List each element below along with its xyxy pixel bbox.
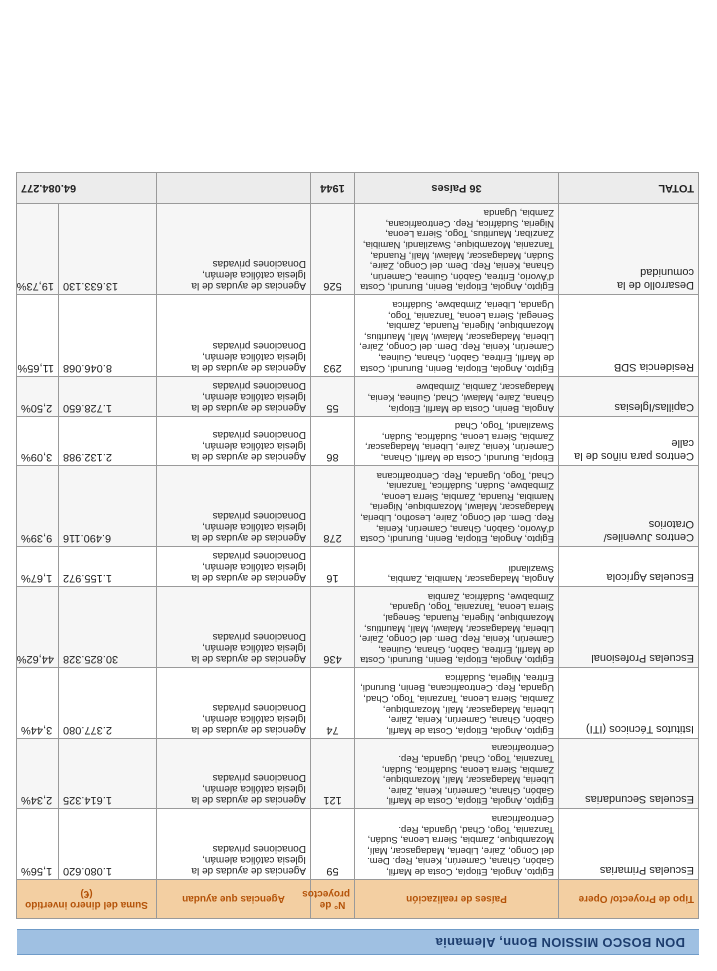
row-agencias: Agencias de ayudas de la Iglesia católica alemán, Donaciones privadas	[157, 809, 311, 880]
table-row	[17, 203, 699, 295]
row-num: 526	[311, 203, 355, 295]
row-num: 121	[311, 738, 355, 809]
row-agencias: Agencias de ayudas de la Iglesia católica alemán, Donaciones privadas	[157, 587, 311, 668]
row-agencias: Agencias de ayudas de la Iglesia católica alemán, Donaciones privadas	[157, 416, 311, 465]
row-num: 74	[311, 668, 355, 739]
header-tipo: Tipo de Proyecto/ Opere	[559, 880, 699, 919]
row-paises: Egipto, Angola, Etiopía, Benin, Burundi, Costa de Marfil, Eritrea, Gabón, Ghana, Guinea, Camerún, Kenia, Rep. Dem. del Congo, Zaire, Liberia, Madagascar, Malawi, Malí, Mauritius, Mozambique, Nigeria, Ruanda, Senegal, Sierra Leona, Tanzania, Togo, Uganda, Zimbabwe, Sudáfrica, Zambia	[355, 587, 559, 668]
row-tipo: Centros Juveniles/ Oratorios	[559, 466, 699, 547]
row-paises: Angola, Benin, Costa de Marfil, Etiopía, Ghana, Zaire, Malawi, Chad, Guinea, Kenia, Madagascar, Zambia, Zimbabwe	[355, 376, 559, 416]
row-suma: 1.080.620	[59, 809, 157, 880]
document-page	[17, 17, 699, 955]
row-paises: Egipto, Angola, Etiopía, Benin, Burundi, Costa d'Avorio, Gabón, Ghana, Camerún, Kenia, Rep. Dem. del Congo, Zaire, Lesotho, Liberia, Madagascar, Malawi, Mozambique, Nigeria, Namibia, Ruanda, Zambia, Sierra Leona, Zimbabwe, Sudán, Sudáfrica, Tanzania, Chad, Togo, Uganda, Rep. Centroafricana	[355, 466, 559, 547]
table-row	[17, 376, 699, 416]
table-row	[17, 587, 699, 668]
row-tipo: Escuelas Secundarias	[559, 738, 699, 809]
row-num: 436	[311, 587, 355, 668]
row-suma: 2.377.080	[59, 668, 157, 739]
row-paises: Etiopía, Burundi, Costa de Marfil, Ghana, Camerún, Kenia, Zaire, Liberia, Madagascar, Zambia, Sierra Leona, Sudáfrica, Sudán, Swazilandi, Togo, Chad	[355, 416, 559, 465]
row-suma: 1.728.650	[59, 376, 157, 416]
row-num: 278	[311, 466, 355, 547]
row-agencias: Agencias de ayudas de la Iglesia católica alemán, Donaciones privadas	[157, 295, 311, 376]
total-suma: 64.084.277	[17, 172, 157, 203]
row-suma: 2.132.988	[59, 416, 157, 465]
row-suma: 1.614.325	[59, 738, 157, 809]
row-tipo: Istitutos Técnicos (ITI)	[559, 668, 699, 739]
table-row	[17, 668, 699, 739]
header-paises: Países de realización	[355, 880, 559, 919]
title-banner	[17, 929, 699, 955]
row-paises: Egipto, Angola, Etiopía, Benin, Burundi, Costa d'Avorio, Eritrea, Gabón, Guinea, Camerún, Ghana, Kenia, Rep. Dem. del Congo, Zaire, Sudán, Madagascar, Malawi, Malí, Ruanda, Tanzania, Mozambique, Swazilandi, Namibia, Zanzíbar, Mauritius, Togo, Sierra Leona, Nigeria, Sudáfrica, Rep. Centroafricana, Zambia, Uganda	[355, 203, 559, 295]
row-suma: 6.490.116	[59, 466, 157, 547]
total-num: 1944	[311, 172, 355, 203]
table-row	[17, 547, 699, 587]
row-paises: Angola, Madagascar, Namibia, Zambia, Swazilandi	[355, 547, 559, 587]
row-paises: Egipto, Angola, Etiopía, Costa de Marfil, Gabón, Ghana, Camerún, Kenia, Zaire, Liberia, Madagascar, Malí, Mozambique, Zambia, Sierra Leona, Tanzania, Togo, Chad, Uganda, Rep. Centroafricana, Benin, Burundi, Eritrea, Nigeria, Sudáfrica	[355, 668, 559, 739]
row-agencias: Agencias de ayudas de la Iglesia católica alemán, Donaciones privadas	[157, 376, 311, 416]
row-num: 59	[311, 809, 355, 880]
row-tipo: Escuelas Agrícola	[559, 547, 699, 587]
row-num: 293	[311, 295, 355, 376]
row-suma: 8.046.068	[59, 295, 157, 376]
table-row	[17, 466, 699, 547]
row-pct: 2,34%	[17, 738, 59, 809]
table-row	[17, 738, 699, 809]
row-suma: 30.825.328	[59, 587, 157, 668]
projects-table	[16, 172, 699, 919]
total-agencias-empty	[157, 172, 311, 203]
total-paises: 36 Países	[355, 172, 559, 203]
row-paises: Egipto, Angola, Etiopía, Costa de Marfil, Gabón, Ghana, Camerún, Kenia, Zaire, Liberia, Madagascar, Malí, Mozambique, Zambia, Sierra Leona, Sudáfrica, Sudán, Tanzania, Togo, Chad, Uganda, Rep. Centroafricana	[355, 738, 559, 809]
row-paises: Egipto, Angola, Etiopía, Costa de Marfil, Gabón, Ghana, Camerún, Kenia, Rep. Dem. del Congo, Zaire, Liberia, Madagascar, Malí, Mozambique, Zambia, Sierra Leona, Sudán, Tanzania, Togo, Chad, Uganda, Rep. Centroafricana	[355, 809, 559, 880]
row-pct: 44,62%	[17, 587, 59, 668]
row-agencias: Agencias de ayudas de la Iglesia católica alemán, Donaciones privadas	[157, 738, 311, 809]
row-agencias: Agencias de ayudas de la Iglesia católica alemán, Donaciones privadas	[157, 203, 311, 295]
row-pct: 9,39%	[17, 466, 59, 547]
row-num: 86	[311, 416, 355, 465]
row-tipo: Escuelas Profesional	[559, 587, 699, 668]
row-tipo: Desarrollo de la comunidad	[559, 203, 699, 295]
header-row	[17, 880, 699, 919]
row-paises: Egipto, Angola, Etiopía, Benin, Burundi, Costa de Marfil, Eritrea, Gabón, Ghana, Guinea, Camerún, Kenia, Rep. Dem. del Congo, Zaire, Liberia, Madagascar, Malawi, Malí, Mauritius, Mozambique, Nigeria, Ruanda, Zambia, Senegal, Sierra Leona, Tanzania, Togo, Uganda, Liberia, Zimbabwe, Sudáfrica	[355, 295, 559, 376]
row-tipo: Residencia SDB	[559, 295, 699, 376]
row-tipo: Escuelas Primarias	[559, 809, 699, 880]
row-pct: 11,65%	[17, 295, 59, 376]
row-agencias: Agencias de ayudas de la Iglesia católica alemán, Donaciones privadas	[157, 466, 311, 547]
total-row	[17, 172, 699, 203]
row-suma: 13.633.130	[59, 203, 157, 295]
table-row	[17, 416, 699, 465]
header-num: N° de proyectos	[311, 880, 355, 919]
header-agencias: Agencias que ayudan	[157, 880, 311, 919]
row-agencias: Agencias de ayudas de la Iglesia católica alemán, Donaciones privadas	[157, 547, 311, 587]
header-suma: Suma del dinero invertido (€)	[17, 880, 157, 919]
row-pct: 2,50%	[17, 376, 59, 416]
row-pct: 1,56%	[17, 809, 59, 880]
row-num: 55	[311, 376, 355, 416]
row-tipo: Capillas/Iglesias	[559, 376, 699, 416]
row-num: 16	[311, 547, 355, 587]
row-agencias: Agencias de ayudas de la Iglesia católica alemán, Donaciones privadas	[157, 668, 311, 739]
row-tipo: Centros para niños de la calle	[559, 416, 699, 465]
row-pct: 3,09%	[17, 416, 59, 465]
row-pct: 3,44%	[17, 668, 59, 739]
row-pct: 19,73%	[17, 203, 59, 295]
banner-title: DON BOSCO MISSION Bonn, Alemania	[435, 935, 685, 950]
row-suma: 1.155.972	[59, 547, 157, 587]
total-label: TOTAL	[559, 172, 699, 203]
row-pct: 1,67%	[17, 547, 59, 587]
table-row	[17, 809, 699, 880]
table-row	[17, 295, 699, 376]
